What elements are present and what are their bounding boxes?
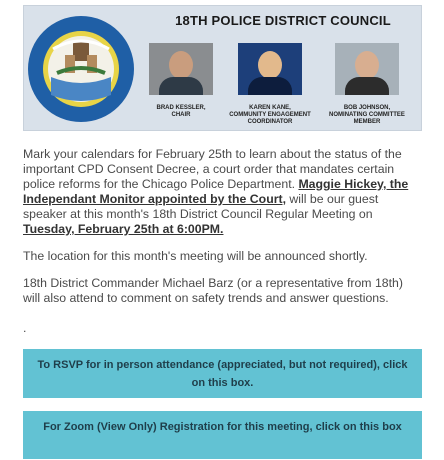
announcement-paragraph <box>23 147 419 237</box>
announcement-text: Mark your calendars for February 25th to learn about the status of the important CPD Consent Decree, a court order that mandates certain police reforms for the Chicago Police Department. <box>23 147 402 191</box>
chicago-city-seal-icon <box>27 15 135 123</box>
member-role: CHAIR <box>171 112 191 118</box>
member-photo <box>149 43 213 95</box>
council-banner-image <box>23 5 422 131</box>
location-paragraph: The location for this month's meeting will be announced shortly. <box>23 249 368 263</box>
member-karen-kane <box>227 43 313 126</box>
member-brad-kessler <box>138 43 224 119</box>
guest-speaker-link[interactable]: Maggie Hickey, the Independant Monitor appointed by the Court, <box>23 177 409 206</box>
meeting-date-link[interactable]: Tuesday, February 25th at 6:00PM. <box>23 222 224 236</box>
trailing-dot: . <box>23 321 27 335</box>
announcement-text-cont: will be our guest speaker at this month's 18th District Council Regular Meeting on <box>23 192 379 221</box>
rsvp-button[interactable]: To RSVP for in person attendance (appreciated, but not required), click on this box. <box>23 349 422 398</box>
member-role: COMMUNITY ENGAGEMENT COORDINATOR <box>229 112 311 125</box>
member-name: KAREN KANE, <box>249 105 291 111</box>
member-photo <box>238 43 302 95</box>
member-bob-johnson <box>324 43 410 126</box>
commander-paragraph: 18th District Commander Michael Barz (or a representative from 18th) will also attend to comment on safety trends and answer questions. <box>23 276 403 305</box>
banner-title: 18TH POLICE DISTRICT COUNCIL <box>175 13 391 28</box>
member-name: BOB JOHNSON, <box>343 105 391 111</box>
zoom-registration-button[interactable]: For Zoom (View Only) Registration for this meeting, click on this box <box>23 411 422 459</box>
member-photo <box>335 43 399 95</box>
member-role: NOMINATING COMMITTEE MEMBER <box>329 112 405 125</box>
member-name: BRAD KESSLER, <box>156 105 206 111</box>
